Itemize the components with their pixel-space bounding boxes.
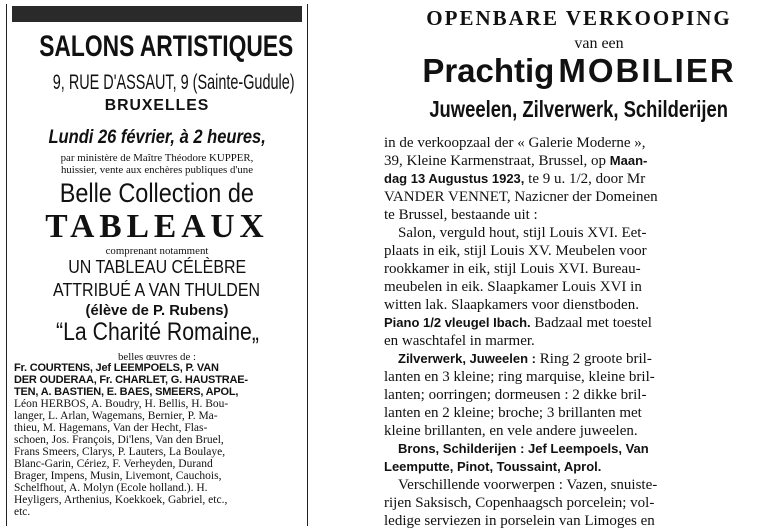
- subtitle-row: [382, 96, 776, 123]
- mobilier: MOBILIER: [558, 52, 736, 89]
- address-row: [19, 71, 296, 95]
- body-line: kleine brillanten, en vele andere juweelen.: [384, 423, 638, 439]
- tableau-celebre: UN TABLEAU CÉLÈBRE: [67, 257, 247, 277]
- body-line: 39, Kleine Karmenstraat, Brussel, op Maan-: [384, 153, 648, 169]
- artist-line: Frans Smeers, Clarys, P. Lauters, La Boulaye,: [14, 446, 226, 458]
- celebre-row: [2, 257, 312, 278]
- openbare-verkooping-ad: [382, 0, 776, 529]
- heading-1-row: [2, 178, 312, 209]
- city: BRUXELLES: [104, 97, 210, 114]
- body-line: Zilverwerk, Juweelen : Ring 2 groote bril-: [398, 351, 652, 367]
- body-line: lanten en 3 kleine; ring marquise, kleine bril-: [384, 369, 655, 385]
- salons-artistiques-ad: [0, 0, 314, 520]
- artist-line: Fr. COURTENS, Jef LEEMPOELS, P. VAN: [14, 362, 219, 374]
- artist-line: Brager, Impens, Musin, Livemont, Cauchois,: [14, 470, 222, 482]
- van-een: van een: [574, 35, 624, 52]
- ad-title: SALONS ARTISTIQUES: [39, 30, 294, 63]
- bold-lead: Piano 1/2 vleugel Ibach.: [384, 315, 531, 330]
- artist-line: langer, L. Arlan, Wagemans, Bernier, P. Ma-: [14, 410, 218, 422]
- body-line: in de verkoopzaal der « Galerie Moderne »,: [384, 135, 646, 151]
- body-line: te Brussel, bestaande uit :: [384, 207, 538, 223]
- body-line: [384, 458, 770, 476]
- subtitle: Juweelen, Zilverwerk, Schilderijen: [429, 96, 729, 122]
- bold-lead: Brons, Schilderijen : Jef Leempoels, Van: [398, 441, 649, 456]
- right-title-row: [382, 6, 776, 31]
- body-line: lanten en 2 kleine; broche; 3 brillanten met: [384, 405, 642, 421]
- painting-title: “La Charité Romaine„: [55, 318, 259, 346]
- artist-line: Léon HERBOS, A. Boudry, H. Bellis, H. Bou-: [14, 398, 229, 410]
- prachtig: Prachtig: [422, 52, 555, 89]
- mobilier-row: [382, 52, 776, 90]
- city-row: [2, 97, 312, 115]
- attribue-row: [2, 280, 312, 301]
- body-line: ledige serviezen in porselein van Limoges en: [384, 513, 655, 529]
- body-line: Verschillende voorwerpen : Vazen, snuiste-: [398, 477, 658, 493]
- body-line: Piano 1/2 vleugel Ibach. Badzaal met toestel: [384, 315, 652, 331]
- bold-lead: Zilverwerk, Juweelen :: [398, 351, 537, 366]
- artist-line: schoen, Jos. François, Di'lens, Van den Bruel,: [14, 434, 224, 446]
- bold-lead: dag 13 Augustus 1923,: [384, 171, 525, 186]
- body-line: rijen Saksisch, Copenhaagsch porcelein; vol-: [384, 495, 655, 511]
- painting-row: [2, 318, 312, 347]
- body-line: plaats in eik, stijl Louis XV. Meubelen voor: [384, 243, 647, 259]
- bold-lead: Leemputte, Pinot, Toussaint, Aprol.: [384, 459, 602, 474]
- sale-date: Lundi 26 février, à 2 heures,: [48, 127, 266, 148]
- body-line: VANDER VENNET, Nazicner der Domeinen: [384, 189, 658, 205]
- artist-line: Blanc-Garin, Cériez, F. Verheyden, Durand: [14, 458, 213, 470]
- artist-line: TEN, A. BASTIEN, E. BAES, SMEERS, APOL,: [14, 386, 239, 398]
- date-row: [2, 127, 312, 149]
- body-line: en waschtafel in marmer.: [384, 333, 535, 349]
- address: 9, RUE D'ASSAUT, 9 (Sainte-Gudule): [52, 71, 295, 94]
- eleve-rubens: (élève de P. Rubens): [85, 302, 229, 319]
- artist-line: Schelfhout, A. Molyn (Ecole holland.). H.: [14, 482, 208, 494]
- artist-line: DER OUDERAA, Fr. CHARLET, G. HAUSTRAE-: [14, 374, 248, 386]
- body-line: Salon, verguld hout, stijl Louis XVI. Eet-: [398, 225, 647, 241]
- header-bar: [12, 6, 302, 22]
- artist-line: Heyligers, Arthenius, Koekkoek, Gabriel, etc.,: [14, 494, 228, 506]
- body-line: rookkamer in eik, stijl Louis XVI. Bureau-: [384, 261, 641, 277]
- body-line: meubelen in eik. Slaapkamer Louis XVI in: [384, 279, 642, 295]
- right-title: OPENBARE VERKOOPING: [426, 6, 732, 30]
- heading-tableaux: TABLEAUX: [45, 208, 269, 245]
- artist-line: thieu, M. Hagemans, Van der Hecht, Flas-: [14, 422, 208, 434]
- comprising-text: comprenant notamment: [105, 245, 209, 257]
- ministry-line-1: par ministère de Maître Théodore KUPPER,: [60, 152, 254, 164]
- belles-oeuvres: belles œuvres de :: [117, 351, 197, 363]
- body-line: witten lak. Slaapkamers voor dienstboden.: [384, 297, 639, 313]
- ministry-line-2: huissier, vente aux enchères publiques d'une: [60, 164, 254, 176]
- attribue-van-thulden: ATTRIBUÉ A VAN THULDEN: [53, 280, 261, 300]
- heading-collection: Belle Collection de: [59, 178, 255, 208]
- body-line: dag 13 Augustus 1923, te 9 u. 1/2, door Mr: [384, 171, 646, 187]
- bold-lead: Maan-: [609, 153, 648, 168]
- body-line: [398, 440, 770, 458]
- body-line: lanten; oorringen; dormeusen : 2 dikke bril-: [384, 387, 647, 403]
- artist-line: etc.: [14, 506, 31, 518]
- ad-title-row: [11, 30, 302, 64]
- heading-2-row: [2, 208, 312, 246]
